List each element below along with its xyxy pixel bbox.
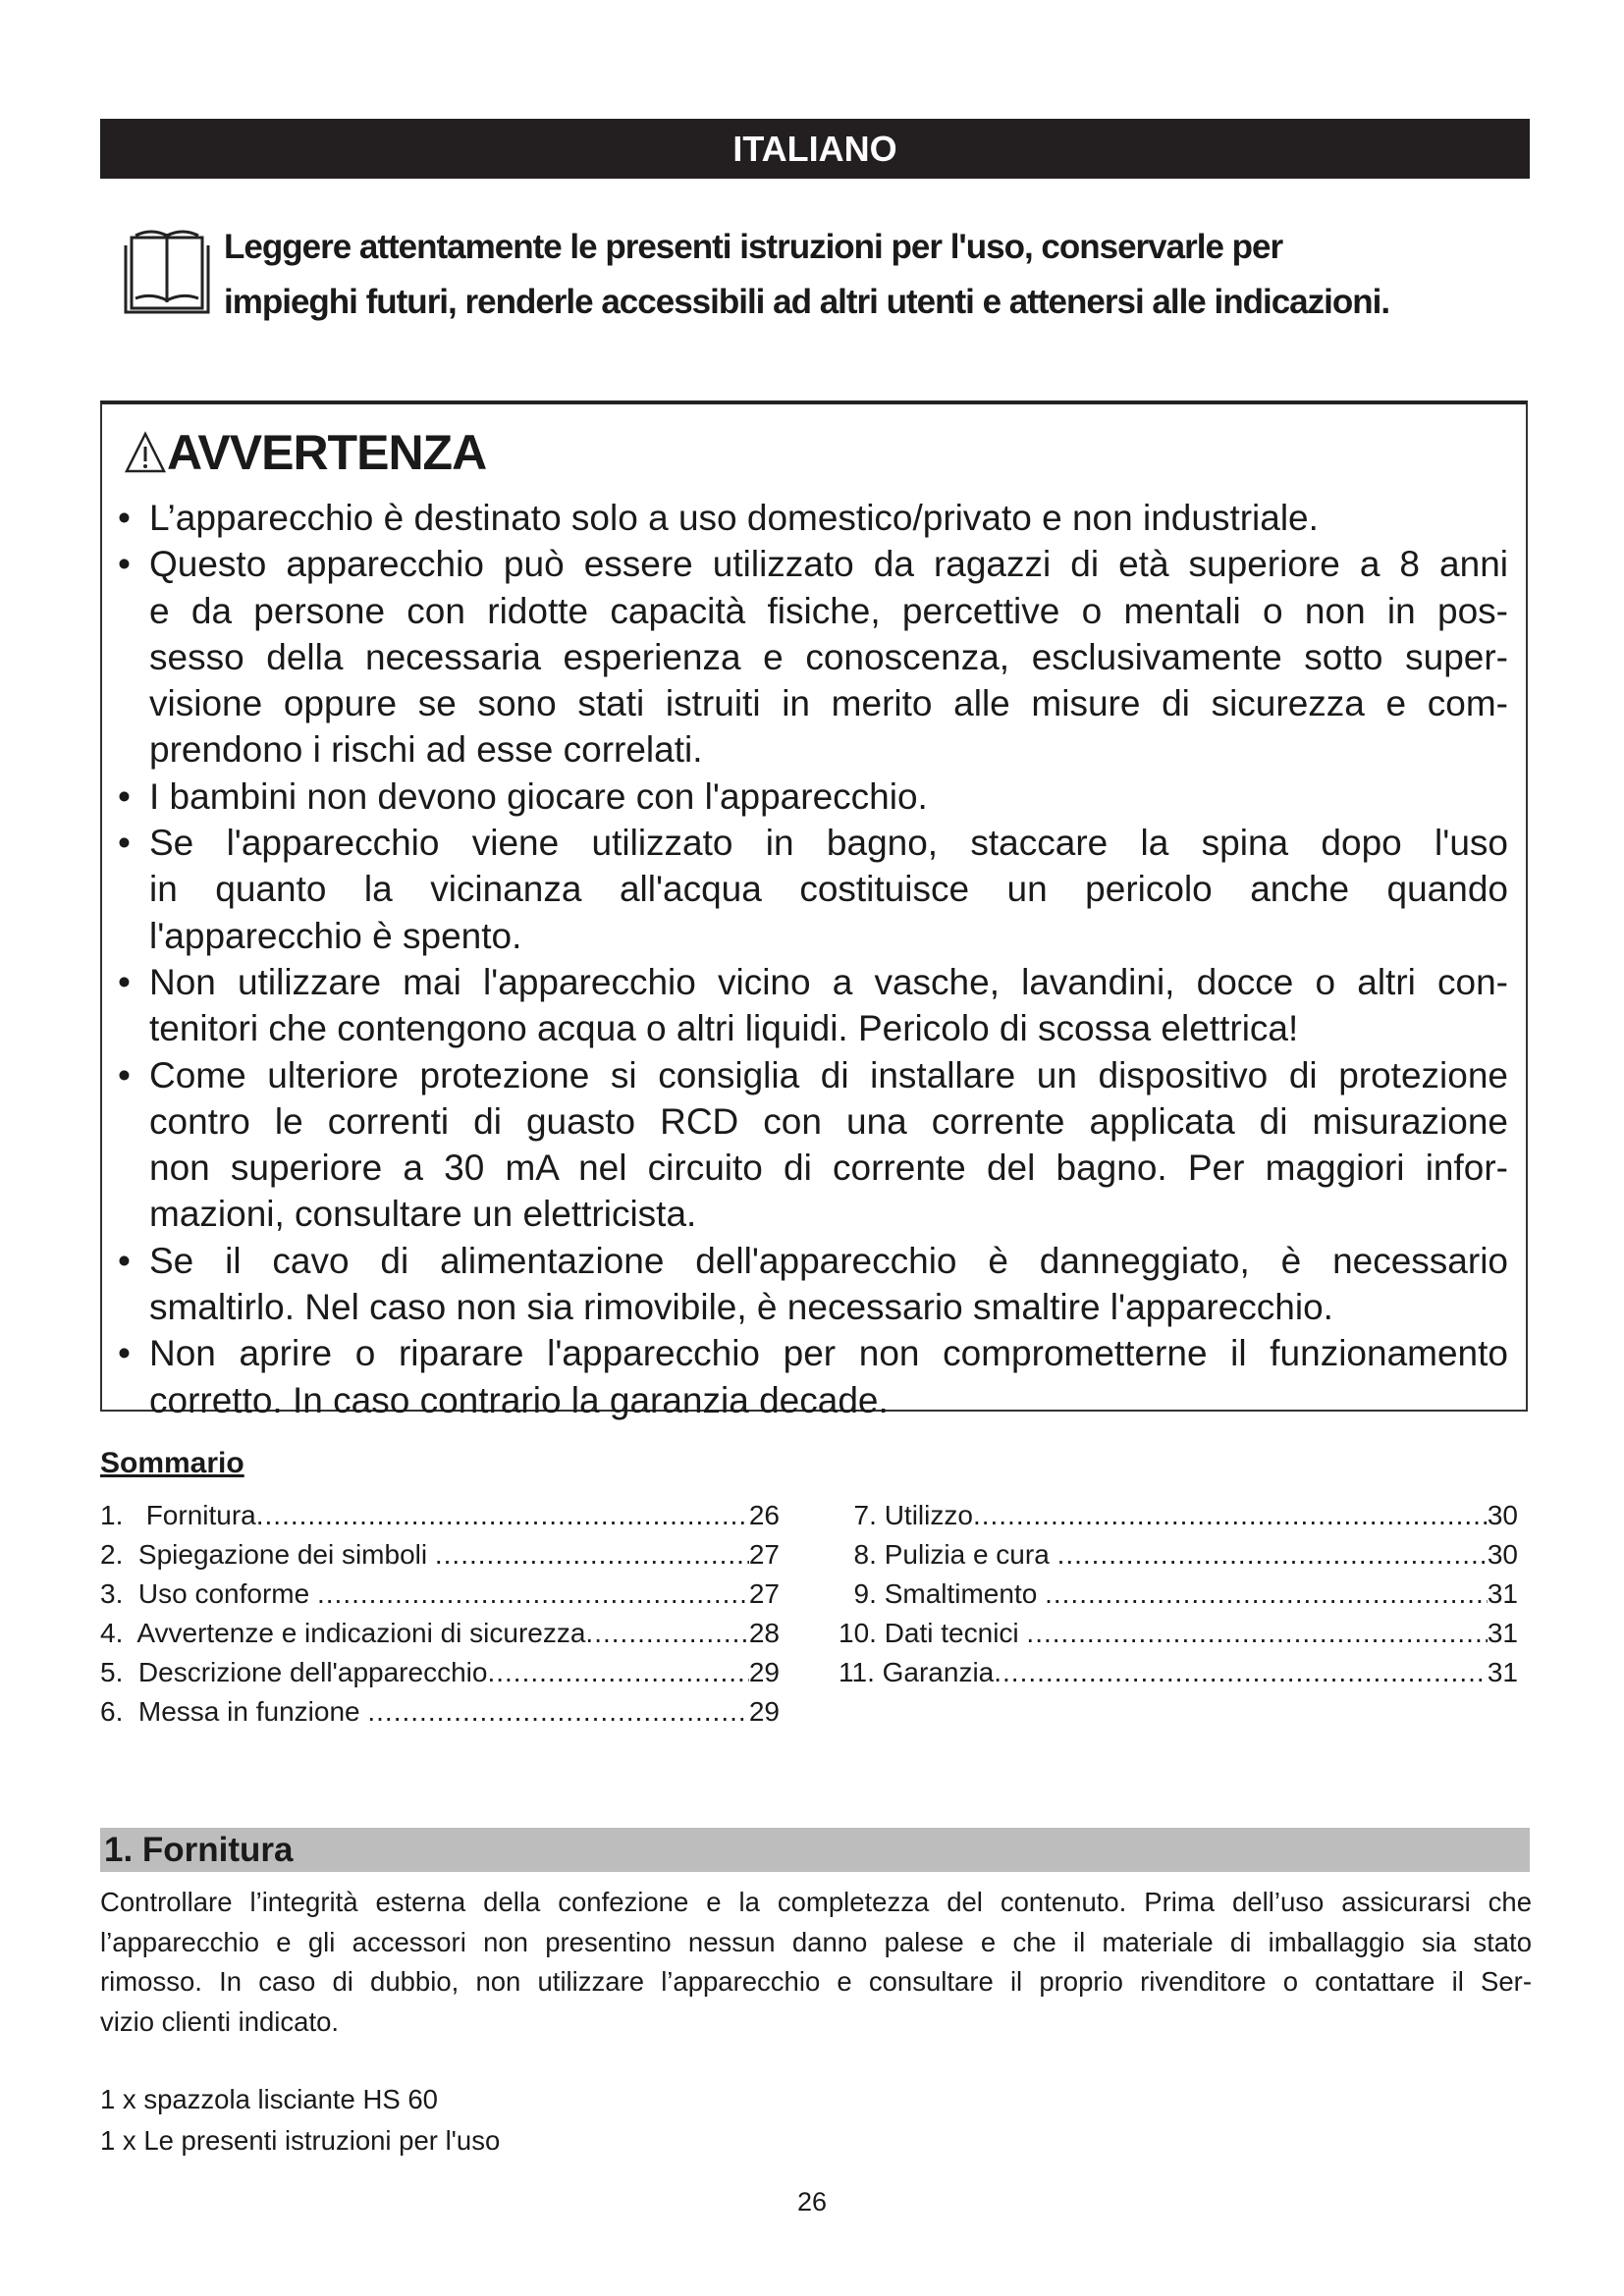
bullet-line: • L’apparecchio è destinato solo a uso domestico/privato e non industriale. [149, 498, 1319, 538]
bullet-line: l'apparecchio è spento. [149, 915, 522, 956]
toc-entry-label: 9. Smaltimento [839, 1578, 1046, 1609]
warning-bullet [114, 1330, 1508, 1423]
bullet-line: contro le correnti di guasto RCD con una corrente applicata di misurazione [149, 1100, 1508, 1142]
toc-entry[interactable] [100, 1496, 780, 1535]
toc-entry-page: 28 [748, 1618, 780, 1648]
bullet-line: tenitori che contengono acqua o altri liquidi. Pericolo di scossa elettrica! [149, 1008, 1299, 1049]
toc-leader-dots [973, 1496, 1488, 1535]
bullet-line: • I bambini non devono giocare con l'apparecchio. [149, 775, 928, 817]
warning-bullet [114, 820, 1508, 959]
warning-bullet [114, 495, 1508, 541]
toc-leader-dots [256, 1496, 749, 1535]
bullet-line: • Se l'apparecchio viene utilizzato in bagno, staccare la spina dopo l'uso [149, 823, 1508, 864]
warning-bullet [114, 959, 1508, 1052]
bullet-line: in quanto la vicinanza all'acqua costituisce un pericolo anche quando [149, 869, 1508, 910]
bullet-line: sesso della necessaria esperienza e conoscenza, esclusivamente sotto super- [149, 636, 1508, 677]
toc-entry-label: 4. Avvertenze e indicazioni di sicurezza [100, 1618, 586, 1648]
toc-leader-dots [317, 1575, 749, 1614]
toc-entry[interactable] [839, 1575, 1518, 1614]
toc-entry[interactable] [839, 1653, 1518, 1692]
toc-entry-page: 31 [1487, 1657, 1518, 1687]
book-icon [118, 228, 216, 316]
toc-entry-label: 6. Messa in funzione [100, 1696, 368, 1727]
toc-entry[interactable] [100, 1692, 780, 1732]
toc-leader-dots [585, 1614, 748, 1653]
note-line: impieghi futuri, renderle accessibili ad altri utenti e attenersi alle indicazioni. [224, 283, 1390, 321]
toc-entry-page: 31 [1487, 1578, 1518, 1609]
toc-leader-dots [1045, 1575, 1488, 1614]
warning-bullet [114, 1052, 1508, 1238]
toc-entry-page: 29 [748, 1696, 780, 1727]
toc-entry-page: 27 [748, 1539, 780, 1570]
toc-title: Sommario [100, 1447, 244, 1479]
toc-entry[interactable] [839, 1614, 1518, 1653]
fornitura-paragraph [100, 1883, 1532, 2042]
toc-entry[interactable] [100, 1575, 780, 1614]
warning-list [114, 495, 1508, 1423]
toc-entry-page: 30 [1487, 1539, 1518, 1570]
list-item: 1 x Le presenti istruzioni per l'uso [100, 2125, 501, 2156]
warning-triangle-icon [124, 431, 167, 474]
warning-title [124, 424, 486, 481]
bullet-line: corretto. In caso contrario la garanzia decade. [149, 1379, 889, 1420]
language-header: ITALIANO [100, 119, 1530, 179]
toc-entry-page: 30 [1487, 1500, 1518, 1530]
warning-bullet [114, 541, 1508, 773]
toc-entry-label: 2. Spiegazione dei simboli [100, 1539, 435, 1570]
bullet-line: visione oppure se sono stati istruiti in merito alle misure di sicurezza e com- [149, 683, 1508, 724]
warning-title-text: AVVERTENZA [167, 425, 487, 480]
bullet-line: non superiore a 30 mA nel circuito di corrente del bagno. Per maggiori infor- [149, 1148, 1508, 1189]
bullet-line: prendono i rischi ad esse correlati. [149, 729, 703, 771]
bullet-line: e da persone con ridotte capacità fisiche, percettive o mentali o non in pos- [149, 590, 1508, 631]
toc-entry[interactable] [100, 1614, 780, 1653]
list-item: 1 x spazzola lisciante HS 60 [100, 2084, 438, 2114]
toc-leader-dots [994, 1653, 1488, 1692]
toc-entry-label: 3. Uso conforme [100, 1578, 317, 1609]
paragraph-line: vizio clienti indicato. [100, 2005, 340, 2037]
bullet-line: mazioni, consultare un elettricista. [149, 1194, 697, 1235]
section-heading-fornitura: 1. Fornitura [100, 1828, 1530, 1872]
toc-entry-label: 10. Dati tecnici [839, 1618, 1027, 1648]
toc-leader-dots [1026, 1614, 1487, 1653]
warning-bullet [114, 1238, 1508, 1331]
toc-entry-label: 5. Descrizione dell'apparecchio [100, 1657, 488, 1687]
read-instructions-note [224, 220, 1540, 330]
paragraph-line: l’apparecchio e gli accessori non presentino nessun danno palese e che il materiale di imballaggio sia stato [100, 1926, 1532, 1957]
toc-entry[interactable] [100, 1535, 780, 1575]
toc-entry-label: 8. Pulizia e cura [839, 1539, 1057, 1570]
toc-entry[interactable] [839, 1496, 1518, 1535]
note-line: Leggere attentamente le presenti istruzioni per l'uso, conservarle per [224, 228, 1283, 266]
bullet-line: • Questo apparecchio può essere utilizzato da ragazzi di età superiore a 8 anni [149, 544, 1508, 585]
bullet-line: • Non aprire o riparare l'apparecchio per non comprometterne il funzionamento [149, 1333, 1508, 1374]
toc-entry-label: 7. Utilizzo [839, 1500, 973, 1530]
bullet-line: • Se il cavo di alimentazione dell'apparecchio è danneggiato, è necessario [149, 1240, 1508, 1281]
paragraph-line: rimosso. In caso di dubbio, non utilizzare l’apparecchio e consultare il proprio rivenditore o contattare il Ser- [100, 1966, 1532, 1997]
toc-entry-page: 27 [748, 1578, 780, 1609]
toc-entry[interactable] [839, 1535, 1518, 1575]
toc-left-column [100, 1496, 780, 1732]
toc-leader-dots [487, 1653, 748, 1692]
page-number: 26 [796, 2187, 828, 2216]
bullet-line: smaltirlo. Nel caso non sia rimovibile, è necessario smaltire l'apparecchio. [149, 1287, 1333, 1328]
warning-bullet [114, 774, 1508, 820]
paragraph-line: Controllare l’integrità esterna della confezione e la completezza del contenuto. Prima dell’uso assicurarsi che [100, 1887, 1532, 1917]
warning-box [100, 400, 1528, 1420]
delivery-items [100, 2079, 500, 2162]
toc-entry-label: 11. Garanzia [839, 1657, 995, 1687]
toc-entry-label: 1. Fornitura [100, 1500, 256, 1530]
toc-entry[interactable] [100, 1653, 780, 1692]
toc-entry-page: 29 [748, 1657, 780, 1687]
bullet-line: • Non utilizzare mai l'apparecchio vicino a vasche, lavandini, docce o altri con- [149, 961, 1508, 1002]
bullet-line: • Come ulteriore protezione si consiglia di installare un dispositivo di protezione [149, 1054, 1508, 1095]
toc-leader-dots [1057, 1535, 1488, 1575]
toc-right-column [839, 1496, 1518, 1692]
toc-entry-page: 31 [1487, 1618, 1518, 1648]
toc-entry-page: 26 [748, 1500, 780, 1530]
toc-leader-dots [367, 1692, 748, 1732]
toc-leader-dots [435, 1535, 749, 1575]
